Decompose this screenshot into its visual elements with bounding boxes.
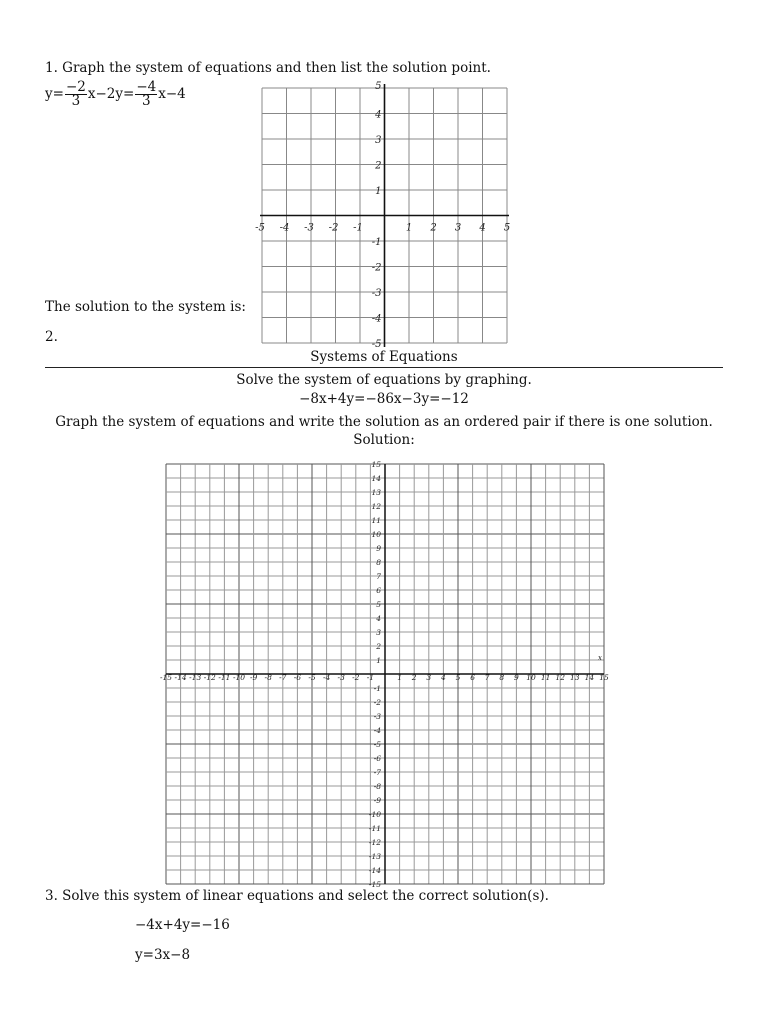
large-y-tick-label: 13 [371,488,381,497]
large-coordinate-grid[interactable] [160,458,620,890]
large-y-tick-label: 7 [376,572,381,581]
q1-frac2-den: 3 [141,93,151,109]
q1-frac1-den: 3 [71,93,81,109]
small-x-tick-label: 1 [405,222,413,234]
large-x-tick-label: -1 [366,673,375,682]
large-x-tick-label: 7 [484,673,490,682]
large-y-tick-label: -3 [373,712,381,721]
large-x-tick-label: 4 [441,673,446,682]
large-y-tick-label: 2 [376,642,381,651]
large-x-tick-label: -15 [159,673,173,682]
large-y-tick-label: 4 [376,614,381,623]
section-divider [45,367,723,368]
section-instruction: Solve the system of equations by graphing. [236,372,532,388]
large-y-tick-label: -8 [373,782,381,791]
large-y-tick-label: -6 [373,754,381,763]
large-x-tick-label: -4 [322,673,331,682]
large-y-tick-label: -15 [368,880,381,889]
large-y-tick-label: 14 [371,474,381,483]
section-directions: Graph the system of equations and write the solution as an ordered pair if there is one solution. [55,414,713,430]
small-y-tick-label: -3 [371,288,382,299]
large-x-tick-label: -9 [249,673,258,682]
small-y-tick-label: 3 [375,135,382,146]
q1-fraction-2 [135,81,157,108]
large-x-tick-label: -2 [352,673,360,682]
large-y-tick-label: 8 [376,558,381,567]
large-x-tick-label: 3 [426,673,432,682]
large-x-tick-label: -14 [174,673,187,682]
large-y-tick-label: -13 [368,852,381,861]
large-x-tick-label: -10 [232,673,246,682]
q2-number: 2. [45,329,58,345]
q1-fraction-1 [65,81,87,108]
small-coordinate-grid[interactable] [255,83,515,353]
large-x-tick-label: 5 [455,673,461,682]
large-y-tick-label: 5 [376,600,381,609]
large-x-tick-label: -8 [264,673,272,682]
small-x-tick-label: -4 [279,222,290,234]
large-y-tick-label: -5 [373,740,381,749]
large-x-tick-label: 6 [470,673,475,682]
large-x-tick-label: -5 [308,673,316,682]
small-y-tick-label: -2 [371,262,382,274]
large-y-tick-label: -2 [373,698,381,707]
large-y-tick-label: -11 [368,824,381,833]
section-equation: −8x+4y=−86x−3y=−12 [299,391,469,407]
small-x-tick-label: 5 [503,222,511,234]
large-y-tick-label: -1 [373,684,381,693]
section-title: Systems of Equations [310,349,458,365]
large-y-tick-label: 6 [376,586,381,595]
small-x-tick-label: 2 [430,222,437,234]
large-x-tick-label: -7 [279,673,287,682]
q1-prompt: 1. Graph the system of equations and then list the solution point. [45,60,491,76]
small-y-tick-label: 2 [375,160,382,172]
large-x-tick-label: -11 [218,673,231,682]
large-x-tick-label: 11 [540,673,551,682]
large-x-tick-label: 14 [584,673,595,682]
q3-equation-1: −4x+4y=−16 [135,917,230,933]
small-x-tick-label: 4 [479,222,486,234]
small-x-tick-label: -2 [328,222,339,234]
q1-equation [45,81,186,108]
large-y-tick-label: 15 [371,460,381,469]
q1-eq-y1: y= [45,86,64,102]
large-y-tick-label: -9 [373,796,381,805]
large-y-tick-label: 11 [371,516,381,525]
large-x-tick-label: 15 [599,673,609,682]
small-x-tick-label: -5 [255,222,265,234]
large-x-tick-label: -13 [189,673,202,682]
large-y-tick-label: -4 [373,726,381,735]
large-x-tick-label: 12 [555,673,565,682]
small-y-tick-label: -5 [371,339,382,350]
section-solution-label: Solution: [353,432,415,448]
large-x-tick-label: 1 [397,673,402,682]
large-y-tick-label: -10 [368,810,381,819]
large-y-tick-label: -12 [368,838,381,847]
large-y-tick-label: 12 [371,502,381,511]
q3-equation-2: y=3x−8 [135,947,191,963]
large-x-tick-label: 2 [411,673,417,682]
large-x-tick-label: -12 [203,673,216,682]
small-x-tick-label: -1 [353,222,363,234]
large-y-tick-label: 10 [371,530,381,539]
small-x-tick-label: 3 [454,222,462,234]
large-y-tick-label: 9 [376,544,381,553]
large-y-tick-label: 3 [376,628,381,637]
small-y-tick-label: 4 [375,109,382,121]
large-x-axis-label: x [598,654,602,662]
small-y-tick-label: 1 [375,186,382,197]
q1-frac2-num: −4 [136,79,157,95]
q1-eq-mid: x−2y= [87,86,135,102]
small-y-tick-label: -1 [371,237,382,248]
q1-frac1-num: −2 [65,79,86,95]
large-x-tick-label: 8 [499,673,505,682]
large-x-tick-label: -6 [293,673,302,682]
small-y-tick-label: 5 [375,81,382,92]
large-x-tick-label: -3 [337,673,345,682]
large-y-tick-label: 1 [376,656,381,665]
small-y-tick-label: -4 [371,313,382,325]
large-x-tick-label: 13 [570,673,580,682]
q3-prompt: 3. Solve this system of linear equations and select the correct solution(s). [45,888,549,904]
large-x-tick-label: 10 [526,673,536,682]
large-x-tick-label: 9 [514,673,519,682]
large-y-tick-label: -7 [373,768,381,777]
large-y-tick-label: -14 [368,866,381,875]
small-x-tick-label: -3 [304,222,314,234]
q1-eq-tail: x−4 [158,86,186,102]
q1-solution-label: The solution to the system is: [45,299,246,315]
